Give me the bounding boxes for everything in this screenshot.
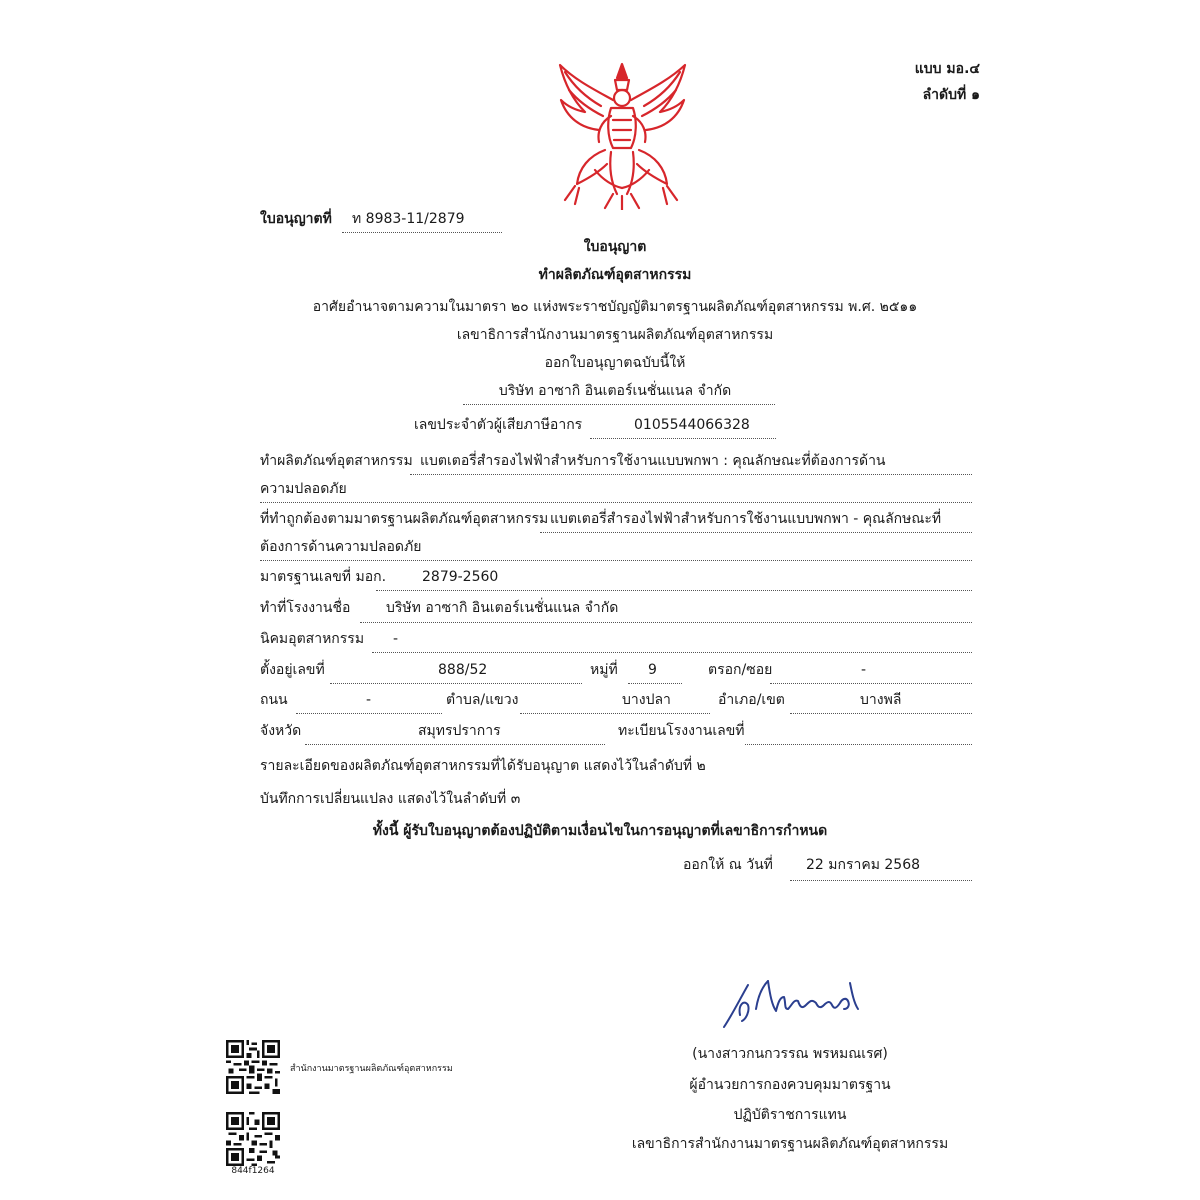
product-line1: แบตเตอรี่สำรองไฟฟ้าสำหรับการใช้งานแบบพกพา : คุณลักษณะที่ต้องการด้าน bbox=[420, 453, 886, 469]
signer-organization: เลขาธิการสำนักงานมาตรฐานผลิตภัณฑ์อุตสาหกรรม bbox=[631, 1136, 949, 1152]
std-no-label: มาตรฐานเลขที่ มอก. bbox=[260, 569, 387, 585]
estate: - bbox=[393, 631, 399, 647]
license-no-label: ใบอนุญาตที่ bbox=[260, 211, 332, 227]
qr-code-icon-2 bbox=[226, 1112, 280, 1166]
condition-line: ทั้งนี้ ผู้รับใบอนุญาตต้องปฏิบัติตามเงื่อนไขในการอนุญาตที่เลขาธิการกำหนด bbox=[372, 823, 828, 839]
province: สมุทรปราการ bbox=[418, 723, 501, 739]
tax-id: 0105544066328 bbox=[634, 417, 750, 433]
signer-position: ผู้อำนวยการกองควบคุมมาตรฐาน bbox=[689, 1077, 891, 1093]
detail-line: รายละเอียดของผลิตภัณฑ์อุตสาหกรรมที่ได้รับอนุญาต แสดงไว้ในลำดับที่ ๒ bbox=[260, 758, 706, 774]
province-label: จังหวัด bbox=[260, 723, 302, 739]
issued-label: ออกให้ ณ วันที่ bbox=[683, 857, 773, 873]
road-label: ถนน bbox=[260, 692, 288, 708]
std-no: 2879-2560 bbox=[422, 569, 499, 585]
title-industrial-product: ทำผลิตภัณฑ์อุตสาหกรรม bbox=[538, 267, 692, 283]
title-license: ใบอนุญาต bbox=[583, 239, 647, 255]
moo-label: หมู่ที่ bbox=[590, 662, 618, 678]
soi: - bbox=[861, 662, 867, 678]
standard-label: ที่ทำถูกต้องตามมาตรฐานผลิตภัณฑ์อุตสาหกรรม bbox=[260, 511, 549, 527]
signer-acting-line: ปฏิบัติราชการแทน bbox=[733, 1107, 847, 1123]
district-label: อำเภอ/เขต bbox=[718, 692, 785, 708]
moo: 9 bbox=[648, 662, 657, 678]
license-no: ท 8983-11/2879 bbox=[352, 211, 465, 227]
subdistrict: บางปลา bbox=[622, 692, 671, 708]
factory-label: ทำที่โรงงานชื่อ bbox=[260, 600, 351, 616]
form-code: แบบ มอ.๔ bbox=[914, 61, 980, 77]
qr-caption: สำนักงานมาตรฐานผลิตภัณฑ์อุตสาหกรรม bbox=[290, 1064, 453, 1074]
qr-code-text: 844f1264 bbox=[231, 1166, 275, 1176]
standard-line1: แบตเตอรี่สำรองไฟฟ้าสำหรับการใช้งานแบบพกพา - คุณลักษณะที่ bbox=[550, 511, 942, 527]
signature-icon bbox=[718, 975, 868, 1035]
road: - bbox=[366, 692, 372, 708]
address-no-label: ตั้งอยู่เลขที่ bbox=[260, 662, 325, 678]
product-line2: ความปลอดภัย bbox=[260, 481, 347, 497]
address-no: 888/52 bbox=[438, 662, 488, 678]
subdistrict-label: ตำบล/แขวง bbox=[446, 692, 519, 708]
signer-name: (นางสาวกนกวรรณ พรหมณเรศ) bbox=[692, 1046, 888, 1062]
tax-id-label: เลขประจำตัวผู้เสียภาษีอากร bbox=[414, 417, 583, 433]
issue-line: ออกใบอนุญาตฉบับนี้ให้ bbox=[544, 355, 686, 371]
change-line: บันทึกการเปลี่ยนแปลง แสดงไว้ในลำดับที่ ๓ bbox=[260, 791, 521, 807]
qr-code-icon bbox=[226, 1040, 280, 1094]
soi-label: ตรอก/ซอย bbox=[708, 662, 773, 678]
district: บางพลี bbox=[860, 692, 902, 708]
garuda-emblem-icon bbox=[555, 60, 690, 210]
product-label: ทำผลิตภัณฑ์อุตสาหกรรม bbox=[260, 453, 413, 469]
estate-label: นิคมอุตสาหกรรม bbox=[260, 631, 365, 647]
factory-reg-label: ทะเบียนโรงงานเลขที่ bbox=[618, 723, 745, 739]
company-name: บริษัท อาซากิ อินเตอร์เนชั่นแนล จำกัด bbox=[498, 383, 732, 399]
factory-name: บริษัท อาซากิ อินเตอร์เนชั่นแนล จำกัด bbox=[386, 600, 619, 616]
secretary-line: เลขาธิการสำนักงานมาตรฐานผลิตภัณฑ์อุตสาหกรรม bbox=[456, 327, 774, 343]
form-sequence: ลำดับที่ ๑ bbox=[922, 87, 980, 103]
authority-line: อาศัยอำนาจตามความในมาตรา ๒๐ แห่งพระราชบัญญัติมาตรฐานผลิตภัณฑ์อุตสาหกรรม พ.ศ. ๒๕๑๑ bbox=[312, 299, 918, 315]
issued-date: 22 มกราคม 2568 bbox=[806, 857, 921, 873]
standard-line2: ต้องการด้านความปลอดภัย bbox=[260, 539, 422, 555]
